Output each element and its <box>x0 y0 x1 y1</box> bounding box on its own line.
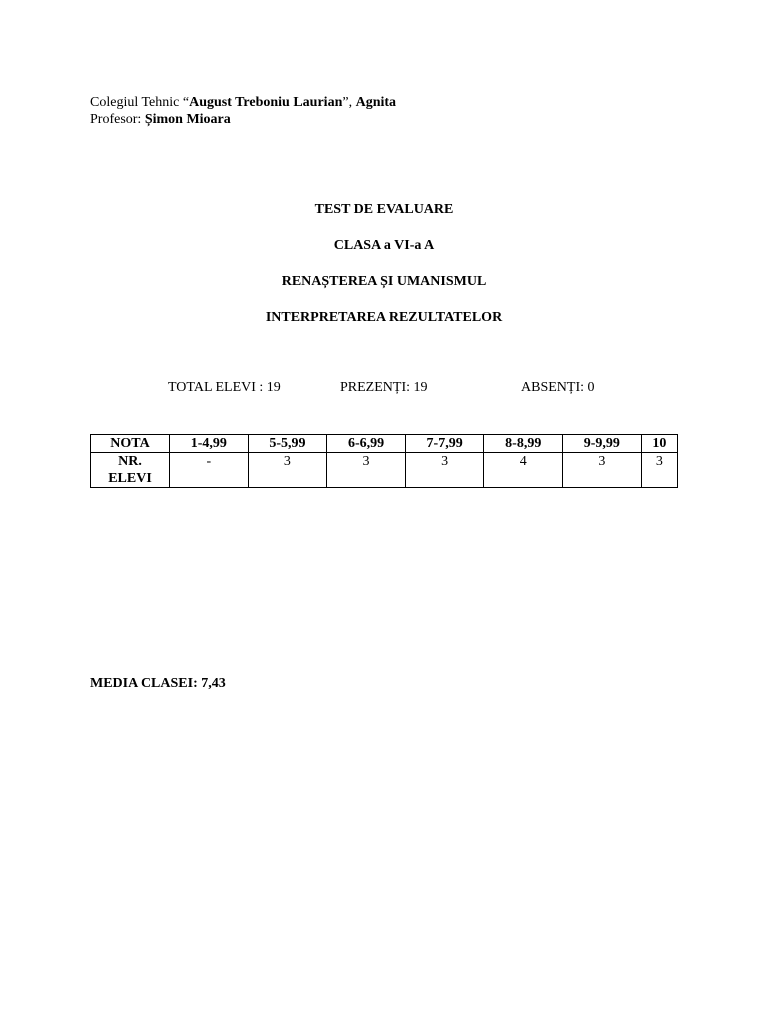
grade-range-cell: 8-8,99 <box>484 435 563 453</box>
school-name: August Treboniu Laurian <box>189 95 343 110</box>
grade-range-cell: 6-6,99 <box>327 435 406 453</box>
test-title: TEST DE EVALUARE <box>314 202 454 217</box>
total-students: TOTAL ELEVI : 19 <box>168 380 281 395</box>
student-count-cell: 3 <box>248 453 327 488</box>
class-title: CLASA a VI-a A <box>333 238 435 253</box>
count-header-line2: ELEVI <box>108 471 152 486</box>
student-count-cell: - <box>170 453 249 488</box>
teacher-line <box>90 111 396 128</box>
document-header <box>90 94 396 128</box>
teacher-label: Profesor: <box>90 112 145 127</box>
grade-range-cell: 5-5,99 <box>248 435 327 453</box>
student-count-row <box>91 453 678 488</box>
grade-header-cell: NOTA <box>91 435 170 453</box>
count-header-line1: NR. <box>118 454 142 469</box>
section-title: INTERPRETAREA REZULTATELOR <box>265 310 503 325</box>
student-count-cell: 3 <box>327 453 406 488</box>
grade-range-cell: 7-7,99 <box>405 435 484 453</box>
topic-title: RENAȘTEREA ȘI UMANISMUL <box>281 274 487 289</box>
student-count-cell: 4 <box>484 453 563 488</box>
student-count-cell: 3 <box>563 453 642 488</box>
absent-students: ABSENȚI: 0 <box>521 380 595 395</box>
class-average: MEDIA CLASEI: 7,43 <box>90 676 226 691</box>
school-line <box>90 94 396 111</box>
student-count-cell: 3 <box>405 453 484 488</box>
school-prefix: Colegiul Tehnic “ <box>90 95 190 110</box>
present-students: PREZENȚI: 19 <box>340 380 428 395</box>
school-city: Agnita <box>355 95 397 110</box>
teacher-name: Șimon Mioara <box>144 112 231 127</box>
count-header-cell <box>91 453 170 488</box>
school-suffix: ”, <box>342 95 356 110</box>
grades-table <box>90 434 678 488</box>
grade-range-cell: 1-4,99 <box>170 435 249 453</box>
grades-header-row <box>91 435 678 453</box>
grade-range-cell: 10 <box>641 435 677 453</box>
student-count-cell: 3 <box>641 453 677 488</box>
grade-range-cell: 9-9,99 <box>563 435 642 453</box>
